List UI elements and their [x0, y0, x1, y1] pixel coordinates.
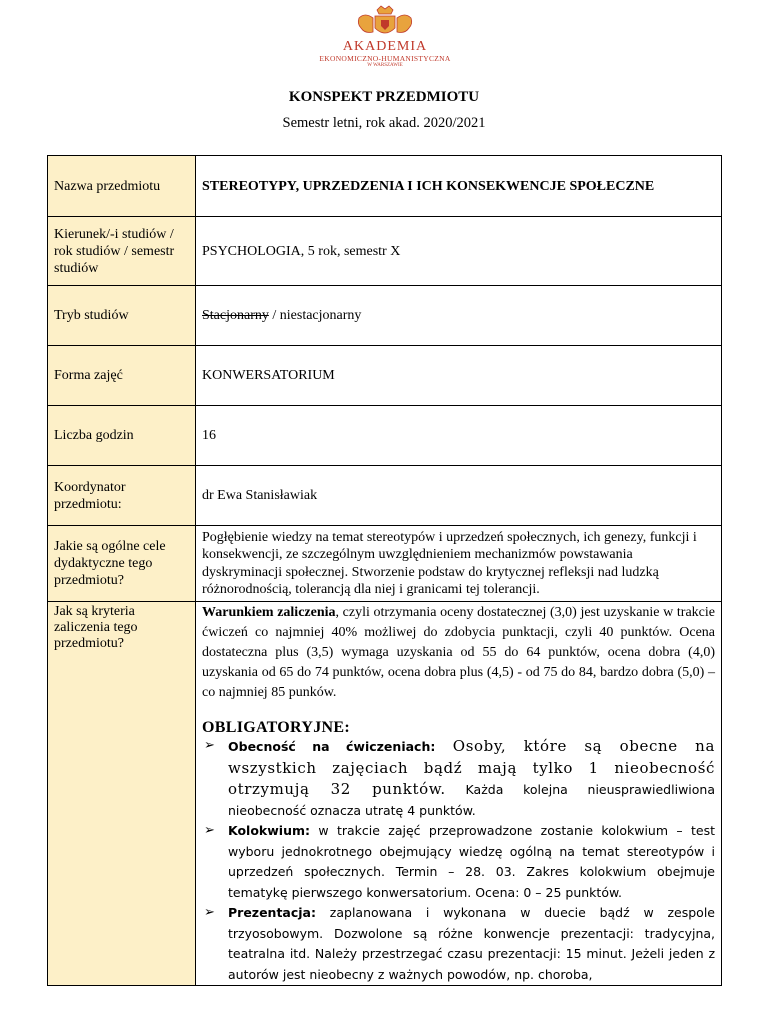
logo-subtitle: EKONOMICZNO-HUMANISTYCZNA — [319, 54, 451, 63]
row-hours — [48, 406, 722, 466]
criteria-intro-text: , czyli otrzymania oceny dostatecznej (3,0) jest uzyskanie w trakcie ćwiczeń co najmniej 40% możliwej do zdobycia punktacji, czyli 40 punktów. Ocena dostateczna plus (3,5) wymaga uzyskania od 55 do 64 punktów, ocena dobra (4,0) uzyskania od 65 do 74 punktów, ocena dobra plus (4,5) - od 75 do 84, bardzo dobra (5,0) – co najmniej 85 punków. — [202, 605, 715, 700]
list-item — [204, 736, 715, 821]
form-label: Forma zajęć — [48, 346, 196, 406]
item-label: Kolokwium: — [228, 823, 310, 838]
logo-name: AKADEMIA — [342, 39, 428, 54]
item-label: Obecność na ćwiczeniach: — [228, 739, 436, 754]
item-text: Każda kolejna nieusprawiedliwiona nieobecność oznacza utratę 4 punktów. — [228, 782, 715, 818]
list-item — [204, 821, 715, 903]
document-title: KONSPEKT PRZEDMIOTU — [288, 89, 480, 105]
subject-label: Nazwa przedmiotu — [48, 156, 196, 217]
hours-value: 16 — [196, 406, 722, 466]
criteria-label: Jak są kryteria zaliczenia tego przedmiotu? — [48, 602, 196, 986]
mode-label: Tryb studiów — [48, 286, 196, 346]
mandatory-heading: OBLIGATORYJNE: — [202, 719, 350, 736]
criteria-value — [196, 602, 722, 986]
mode-value — [196, 286, 722, 346]
row-coordinator — [48, 466, 722, 526]
hours-label: Liczba godzin — [48, 406, 196, 466]
field-label: Kierunek/-i studiów / rok studiów / semestr studiów — [48, 217, 196, 286]
requirements-list — [202, 736, 715, 985]
coordinator-label: Koordynator przedmiotu: — [48, 466, 196, 526]
goals-label: Jakie są ogólne cele dydaktyczne tego przedmiotu? — [48, 526, 196, 602]
course-outline-table — [47, 155, 722, 986]
crest-emblem — [353, 4, 417, 40]
academy-logo — [300, 4, 470, 74]
coordinator-value: dr Ewa Stanisławiak — [196, 466, 722, 526]
item-large-text: Osoby, które są obecne na wszystkich zajęciach bądź mają tylko 1 nieobecność otrzymują 32 punktów. — [228, 737, 715, 798]
row-goals — [48, 526, 722, 602]
subject-value: STEREOTYPY, UPRZEDZENIA I ICH KONSEKWENCJE SPOŁECZNE — [196, 156, 722, 217]
field-value: PSYCHOLOGIA, 5 rok, semestr X — [196, 217, 722, 286]
arrow-bullet-icon: ➢ — [204, 738, 215, 753]
row-field — [48, 217, 722, 286]
mode-selected-option: / niestacjonarny — [268, 308, 362, 323]
form-value: KONWERSATORIUM — [196, 346, 722, 406]
item-text: w trakcie zajęć przeprowadzone zostanie kolokwium – test wyboru jednokrotnego obejmujący wiedzę ogólną na temat stereotypów i uprzedzeń społecznych. Termin – 28. 03. Zakres kolokwium obejmuje tematykę pierwszego konwersatorium. Ocena: 0 – 25 punktów. — [228, 823, 715, 900]
item-label: Prezentacja: — [228, 905, 316, 920]
document-subtitle: Semestr letni, rok akad. 2020/2021 — [282, 115, 486, 131]
criteria-intro-bold: Warunkiem zaliczenia — [202, 605, 336, 620]
row-criteria — [48, 602, 722, 986]
arrow-bullet-icon: ➢ — [204, 823, 215, 838]
goals-value: Pogłębienie wiedzy na temat stereotypów i uprzedzeń społecznych, ich genezy, funkcji i konsekwencji, ze szczególnym uwzględnieniem mechanizmów powstawania dyskryminacji społecznej. Stworzenie podstaw do krytycznej refleksji nad ludzką różnorodnością, tolerancją dla niej i granicami tej tolerancji. — [196, 526, 722, 602]
row-mode — [48, 286, 722, 346]
criteria-intro — [202, 603, 715, 703]
mode-struck-option: Stacjonarny — [202, 308, 269, 323]
arrow-bullet-icon: ➢ — [204, 905, 215, 920]
logo-city: W WARSZAWIE — [367, 63, 403, 68]
item-text: zaplanowana i wykonana w duecie bądź w zespole trzyosobowym. Dozwolone są różne konwencje prezentacji: tradycyjna, teatralna itd. Należy przestrzegać czasu prezentacji: 15 minut. Jeżeli jeden z autorów jest nieobecny z ważnych powodów, np. choroba, — [228, 905, 715, 982]
list-item — [204, 903, 715, 985]
row-form — [48, 346, 722, 406]
row-subject — [48, 156, 722, 217]
